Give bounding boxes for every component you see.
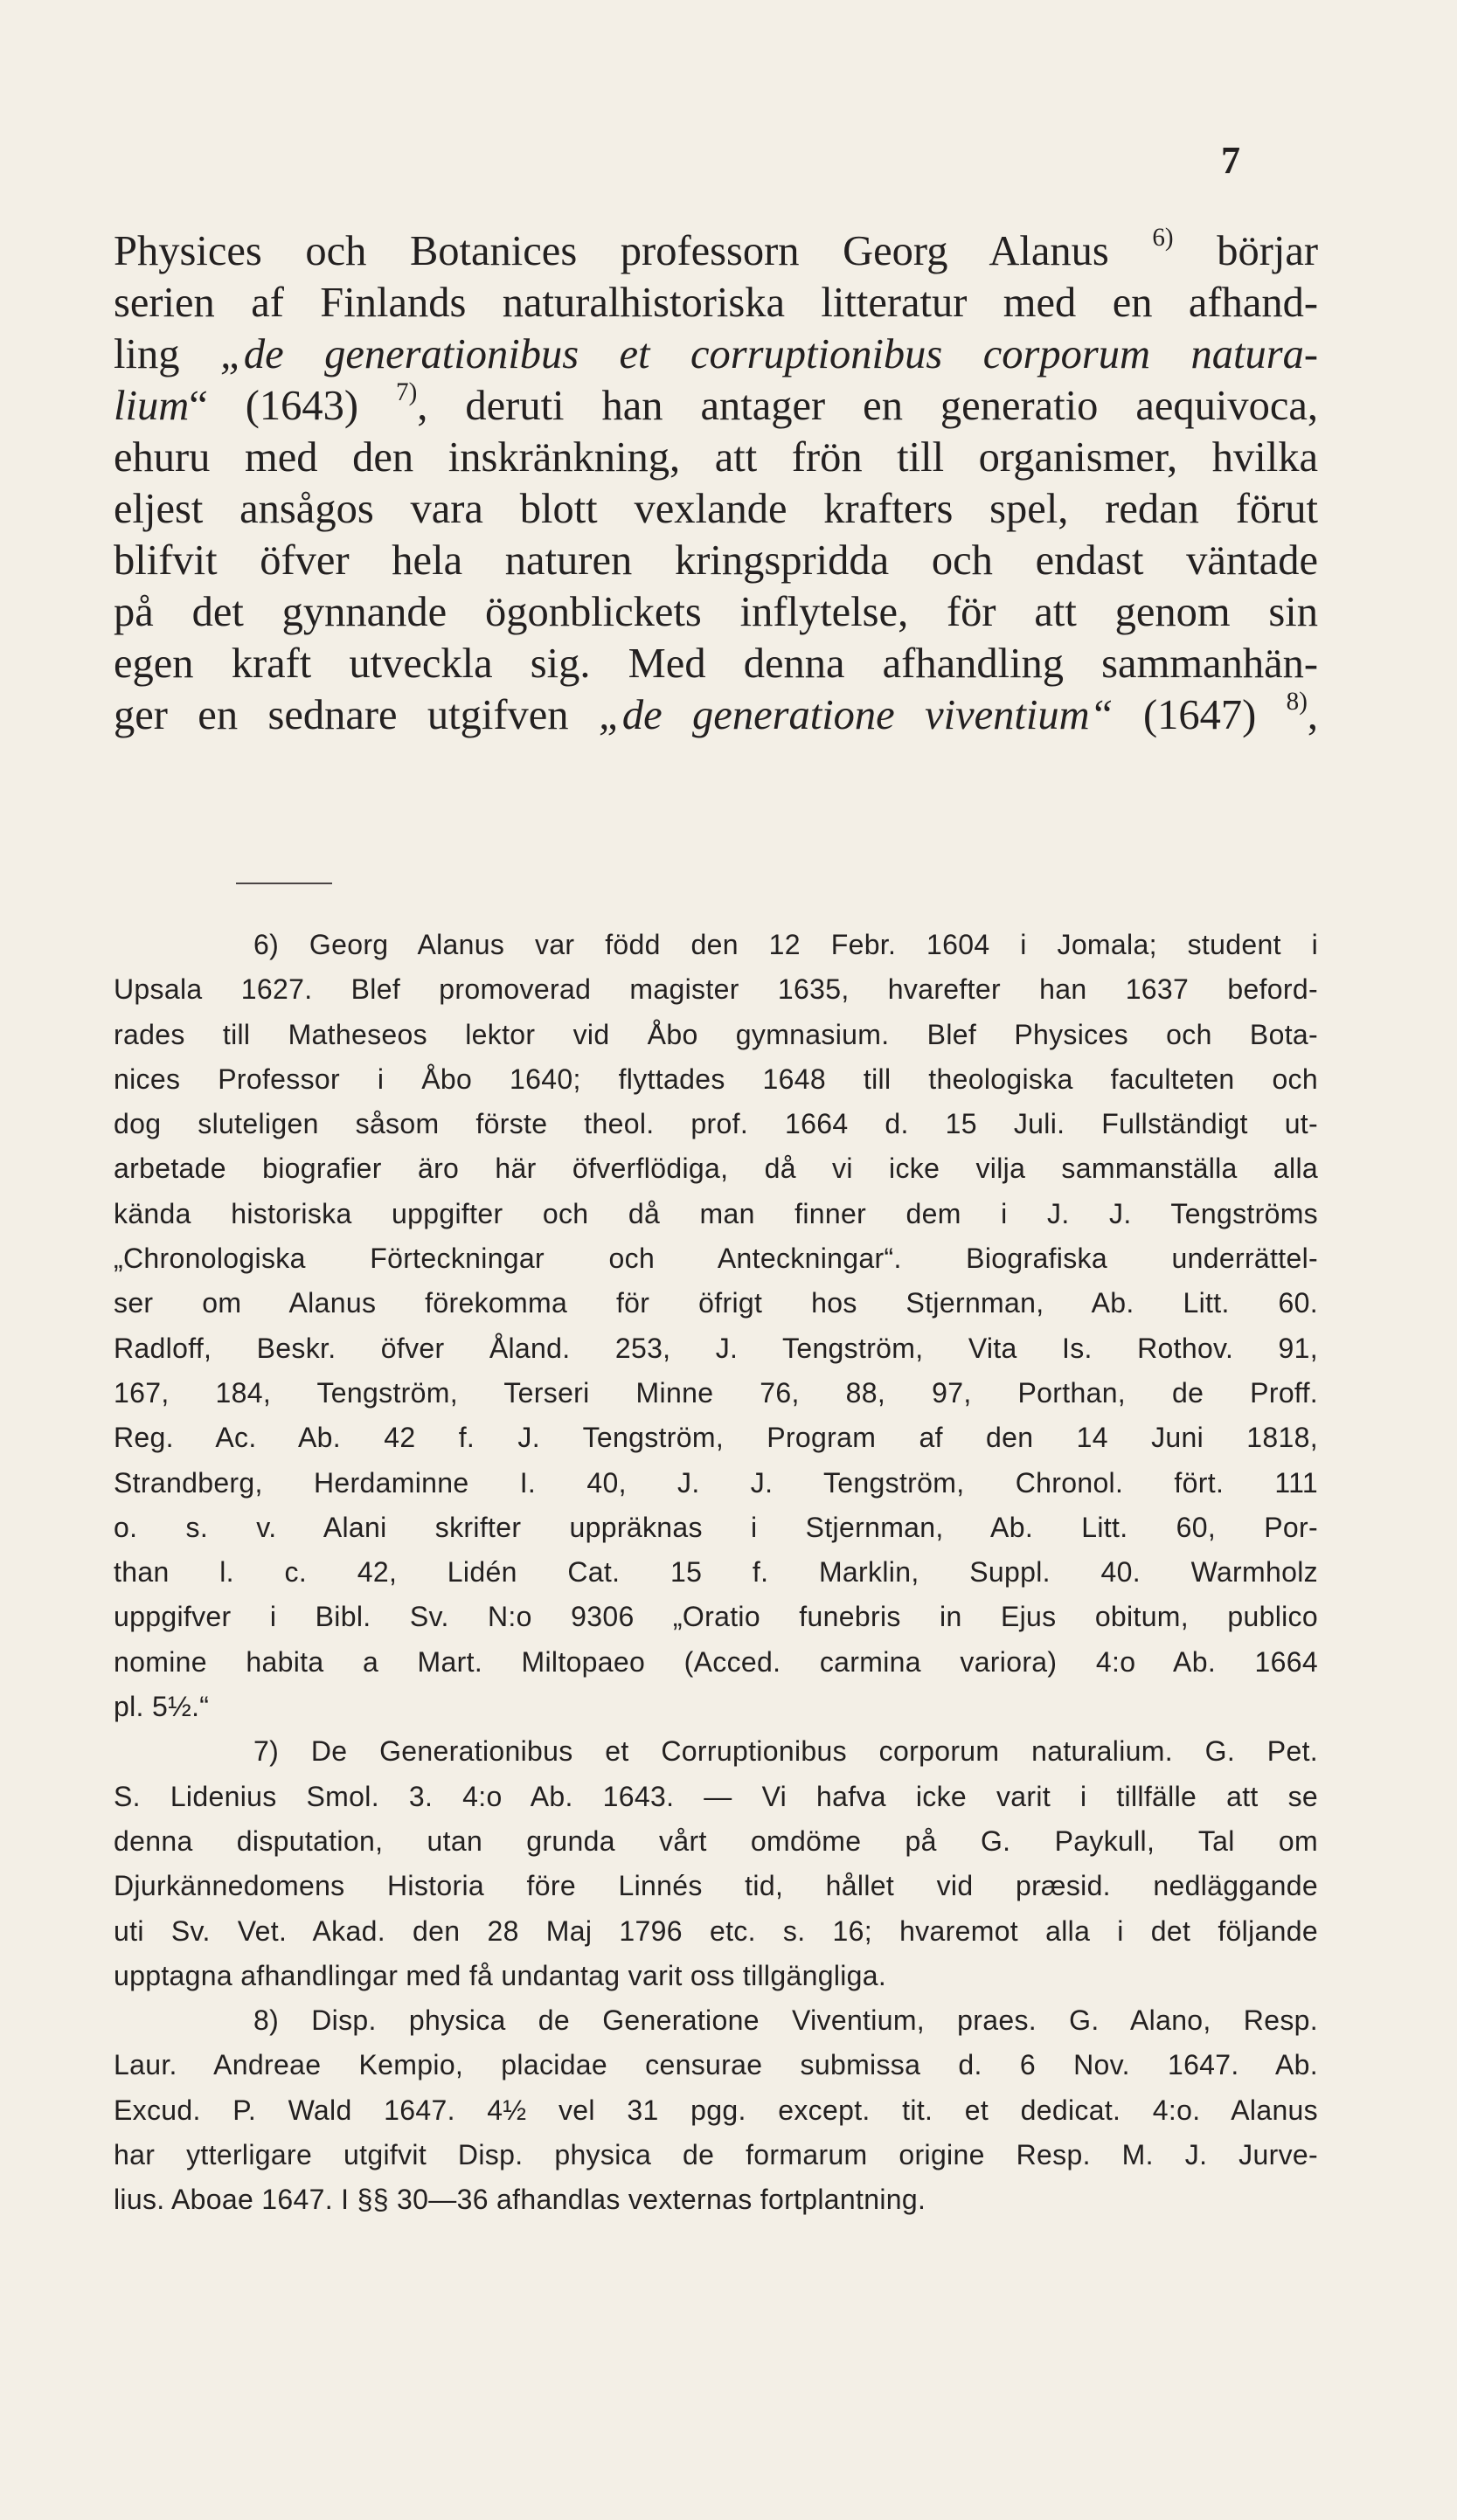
footnote-7: [114, 1729, 1318, 1998]
footnote-line: Reg. Ac. Ab. 42 f. J. Tengström, Program af den 14 Juni 1818,: [114, 1422, 1318, 1454]
body-line: [114, 329, 1318, 380]
body-line-text: ,: [1307, 692, 1319, 738]
main-text: [114, 225, 1318, 741]
footnote-line: upptagna afhandlingar med få undantag varit oss tillgängliga.: [114, 1959, 887, 1991]
footnote-line: 8) Disp. physica de Generatione Viventium, praes. G. Alano, Resp.: [253, 2004, 1318, 2037]
footnote-line: 6) Georg Alanus var född den 12 Febr. 1604 i Jomala; student i: [253, 929, 1318, 960]
footnote-line: Laur. Andreae Kempio, placidae censurae submissa d. 6 Nov. 1647. Ab.: [114, 2049, 1318, 2081]
body-line-text: , deruti han antager en generatio aequivoca,: [417, 383, 1319, 429]
body-line: ehuru med den inskränkning, att frön till organismer, hvilka: [114, 434, 1318, 481]
footnote-line: Excud. P. Wald 1647. 4½ vel 31 pgg. except. tit. et dedicat. 4:o. Alanus: [114, 2094, 1318, 2126]
body-title-italic: lium: [114, 383, 190, 429]
body-line-text: ling: [114, 331, 180, 377]
footnote-line: arbetade biografier äro här öfverflödiga, då vi icke vilja sammanställa alla: [114, 1153, 1318, 1185]
footnote-line: than l. c. 42, Lidén Cat. 15 f. Marklin, Suppl. 40. Warmholz: [114, 1556, 1318, 1589]
body-line-text: ger en sednare utgifven: [114, 692, 569, 738]
footnote-line: dog sluteligen såsom förste theol. prof. 1664 d. 15 Juli. Fullständigt ut-: [114, 1108, 1318, 1140]
body-line-text: Physices och Botanices professorn Georg Alanus: [114, 228, 1109, 274]
footnote-ref: 8): [1286, 688, 1308, 717]
footnote-6: [114, 923, 1318, 1729]
body-line: [114, 225, 1318, 277]
footnote-line: 167, 184, Tengström, Terseri Minne 76, 88, 97, Porthan, de Proff.: [114, 1376, 1318, 1409]
footnote-ref: 6): [1152, 224, 1174, 253]
footnote-line: har ytterligare utgifvit Disp. physica de formarum origine Resp. M. J. Jurve-: [114, 2139, 1318, 2171]
footnote-line: Djurkännedomens Historia före Linnés tid, hållet vid præsid. nedläggande: [114, 1870, 1318, 1902]
footnote-line: nices Professor i Åbo 1640; flyttades 1648 till theologiska faculteten och: [114, 1063, 1318, 1095]
footnote-line: 7) De Generationibus et Corruptionibus corporum naturalium. G. Pet.: [253, 1735, 1318, 1768]
footnote-line: pl. 5½.“: [114, 1691, 210, 1723]
page-number: 7: [1221, 139, 1240, 182]
footnote-line: ser om Alanus förekomma för öfrigt hos Stjernman, Ab. Litt. 60.: [114, 1287, 1318, 1319]
footnote-line: rades till Matheseos lektor vid Åbo gymnasium. Blef Physices och Bota-: [114, 1018, 1318, 1050]
footnote-ref: 7): [396, 378, 418, 407]
footnote-line: lius. Aboae 1647. I §§ 30—36 afhandlas vexternas fortplantning.: [114, 2184, 926, 2216]
footnote-line: uppgifver i Bibl. Sv. N:o 9306 „Oratio funebris in Ejus obitum, publico: [114, 1601, 1318, 1633]
body-line: egen kraft utveckla sig. Med denna afhandling sammanhän-: [114, 640, 1318, 687]
body-line: [114, 689, 1318, 741]
footnote-line: uti Sv. Vet. Akad. den 28 Maj 1796 etc. s. 16; hvaremot alla i det följande: [114, 1914, 1318, 1947]
footnote-line: Radloff, Beskr. öfver Åland. 253, J. Tengström, Vita Is. Rothov. 91,: [114, 1332, 1318, 1364]
footnote-separator: [236, 883, 332, 884]
footnote-line: „Chronologiska Förteckningar och Anteckningar“. Biografiska underrättel-: [114, 1243, 1318, 1275]
body-line: serien af Finlands naturalhistoriska litteratur med en afhand-: [114, 280, 1318, 326]
footnote-8: [114, 1998, 1318, 2222]
footnote-line: nomine habita a Mart. Miltopaeo (Acced. carmina variora) 4:o Ab. 1664: [114, 1645, 1318, 1678]
footnote-line: denna disputation, utan grunda vårt omdöme på G. Paykull, Tal om: [114, 1824, 1318, 1857]
body-year: (1643): [245, 383, 359, 429]
body-line: [114, 380, 1318, 432]
footnote-line: Upsala 1627. Blef promoverad magister 1635, hvarefter han 1637 beford-: [114, 973, 1318, 1006]
body-line: eljest ansågos vara blott vexlande krafters spel, redan förut: [114, 486, 1318, 532]
footnote-line: kända historiska uppgifter och då man finner dem i J. J. Tengströms: [114, 1197, 1318, 1229]
body-year: (1647): [1142, 692, 1257, 738]
body-line-text: börjar: [1217, 228, 1319, 274]
body-line: på det gynnande ögonblickets inflytelse, för att genom sin: [114, 589, 1318, 635]
body-title-italic: „de generationibus et corruptionibus corporum natura-: [219, 331, 1318, 377]
footnote-line: S. Lidenius Smol. 3. 4:o Ab. 1643. — Vi hafva icke varit i tillfälle att se: [114, 1780, 1318, 1812]
footnote-line: Strandberg, Herdaminne I. 40, J. J. Tengström, Chronol. fört. 111: [114, 1466, 1318, 1499]
quote-mark: “: [189, 383, 208, 429]
body-line: blifvit öfver hela naturen kringspridda och endast väntade: [114, 537, 1318, 584]
footnote-line: o. s. v. Alani skrifter uppräknas i Stjernman, Ab. Litt. 60, Por-: [114, 1511, 1318, 1543]
body-title-italic: „de generatione viventium“: [598, 692, 1114, 738]
footnotes: [114, 923, 1318, 2223]
